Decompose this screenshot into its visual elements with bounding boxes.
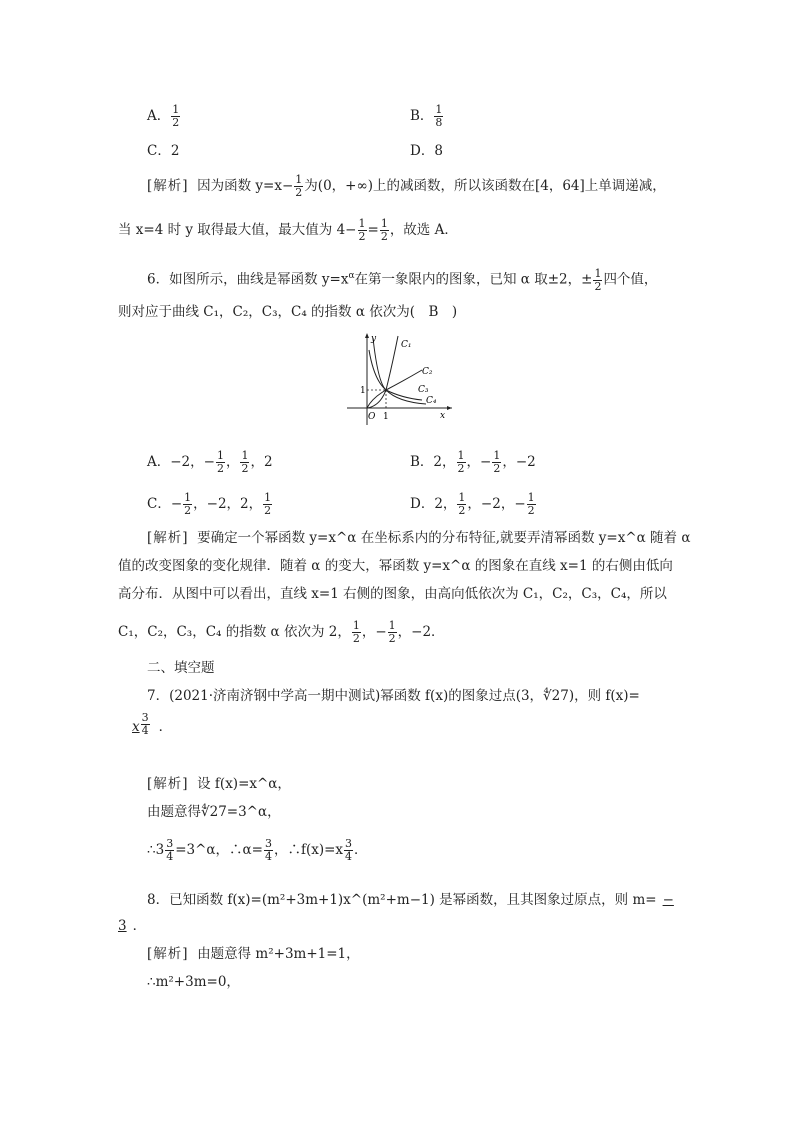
q5-option-a: A． $\frac{1}{2}$ bbox=[147, 103, 180, 129]
fraction: $\frac{1}{2}$ bbox=[358, 217, 366, 243]
x-one-label: 1 bbox=[383, 412, 389, 422]
solution-mark: [解析] bbox=[147, 178, 189, 194]
solution-mark: [解析] bbox=[147, 530, 189, 546]
fraction: $\frac{1}{2}$ bbox=[264, 491, 272, 517]
q8-answer-blank-part1: − bbox=[662, 892, 674, 908]
q7-solution-line1: [解析] 设 f(x)=x^α， bbox=[147, 776, 291, 792]
c2-label: C₂ bbox=[422, 367, 433, 377]
q6-solution-line2: 值的改变图象的变化规律．随着 α 的变大，幂函数 y=x^α 的图象在直线 x=1 的右侧由低向 bbox=[118, 558, 673, 574]
solution-mark: [解析] bbox=[147, 776, 189, 792]
fraction: $\frac{1}{2}$ bbox=[184, 491, 192, 517]
q6-option-b: B．2， $\frac{1}{2}$ ，− $\frac{1}{2}$ ，−2 bbox=[410, 449, 536, 475]
q6-option-d: D．2， $\frac{1}{2}$ ，−2，− $\frac{1}{2}$ bbox=[410, 491, 535, 517]
exponent-fraction: $\frac{3}{4}$ bbox=[345, 837, 353, 863]
section-title-fill-in: 二、填空题 bbox=[147, 660, 215, 676]
fraction: $\frac{3}{4}$ bbox=[264, 837, 272, 863]
fraction: $\frac{1}{2}$ bbox=[388, 619, 396, 645]
solution-mark: [解析] bbox=[147, 946, 189, 962]
q6-option-a: A．−2，− $\frac{1}{2}$ ， $\frac{1}{2}$ ，2 bbox=[147, 449, 273, 475]
q6-solution-line1: [解析] 要确定一个幂函数 y=x^α 在坐标系内的分布特征,就要弄清幂函数 y=x^α 随着 α bbox=[147, 530, 691, 546]
fraction: $\frac{1}{2}$ bbox=[493, 449, 501, 475]
fraction: $\frac{1}{2}$ bbox=[241, 449, 249, 475]
fraction: $\frac{1}{8}$ bbox=[435, 103, 443, 129]
power-function-graph bbox=[340, 328, 460, 428]
q7-stem: 7．(2021·济南济钢中学高一期中测试)幂函数 f(x)的图象过点(3，∜27)，则 f(x)= bbox=[147, 688, 640, 704]
q6-solution-line3: 高分布．从图中可以看出，直线 x=1 右侧的图象，由高向低依次为 C₁，C₂，C₃，C₄，所以 bbox=[118, 586, 667, 602]
origin-label: O bbox=[368, 412, 376, 422]
fraction: $\frac{1}{2}$ bbox=[352, 619, 360, 645]
fraction: $\frac{1}{2}$ bbox=[594, 266, 602, 293]
q8-solution-line1: [解析] 由题意得 m²+3m+1=1， bbox=[147, 946, 360, 962]
q6-stem-line2: 则对应于曲线 C₁，C₂，C₃，C₄ 的指数 α 依次为( B ) bbox=[118, 304, 458, 320]
fraction: $\frac{1}{2}$ bbox=[295, 173, 303, 199]
q7-solution-line3: ∴3 $\frac{3}{4}$ =3^α，∴α= $\frac{3}{4}$ ，∴f(x)=x $\frac{3}{4}$ ． bbox=[147, 837, 368, 863]
q6-stem-line1: 6．如图所示，曲线是幂函数 $y=x^\alpha$在第一象限内的图象，已知 α 取±2，± $\frac{1}{2}$ 四个值， bbox=[147, 266, 658, 293]
c4-label: C₄ bbox=[426, 396, 437, 406]
x-axis-label: x bbox=[440, 411, 446, 421]
c1-label: C₁ bbox=[401, 340, 412, 350]
q5-option-b: B． $\frac{1}{8}$ bbox=[410, 103, 443, 129]
q5-solution-line1: [解析] 因为函数 y=x− $\frac{1}{2}$ 为(0，+∞)上的减函数，所以该函数在[4，64]上单调递减， bbox=[147, 173, 666, 199]
q8-solution-line2: ∴m²+3m=0， bbox=[147, 974, 240, 990]
q8-answer-blank-part2: 3 bbox=[118, 918, 127, 934]
q5-solution-line2: 当 x=4 时 y 取得最大值，最大值为 4− $\frac{1}{2}$ = $\frac{1}{2}$ ，故选 A． bbox=[118, 217, 458, 243]
fraction: $\frac{1}{2}$ bbox=[172, 103, 180, 129]
q7-solution-line2: 由题意得∜27=3^α， bbox=[147, 804, 281, 820]
y-axis-label: y bbox=[371, 334, 377, 344]
q6-option-c: C．− $\frac{1}{2}$ ，−2，2， $\frac{1}{2}$ bbox=[147, 491, 272, 517]
fraction: $\frac{1}{2}$ bbox=[458, 491, 466, 517]
curve-c1 bbox=[367, 336, 398, 408]
fraction: $\frac{1}{2}$ bbox=[527, 491, 535, 517]
q8-stem: 8．已知函数 f(x)=(m²+3m+1)x^(m²+m−1) 是幂函数，且其图象过原点，则 m= − bbox=[147, 890, 680, 910]
q7-answer: x $\frac{3}{4}$ ． bbox=[118, 712, 172, 737]
x-axis-arrow-icon bbox=[447, 406, 452, 410]
fraction: $\frac{1}{2}$ bbox=[216, 449, 224, 475]
c3-label: C₃ bbox=[418, 385, 429, 395]
q6-solution-line4: C₁，C₂，C₃，C₄ 的指数 α 依次为 2， $\frac{1}{2}$ ，− $\frac{1}{2}$ ，−2． bbox=[118, 619, 445, 645]
y-one-label: 1 bbox=[360, 386, 366, 396]
q5-option-c: C．2 bbox=[147, 143, 180, 159]
q5-option-d: D．8 bbox=[410, 143, 443, 159]
fraction: $\frac{1}{2}$ bbox=[380, 217, 388, 243]
y-axis-arrow-icon bbox=[365, 333, 369, 338]
q8-answer-continued: 3 ． bbox=[118, 918, 147, 934]
exponent-fraction: $\frac{3}{4}$ bbox=[166, 837, 174, 863]
fraction: $\frac{1}{2}$ bbox=[457, 449, 465, 475]
q7-answer-blank: x $\frac{3}{4}$ bbox=[132, 711, 149, 737]
exponent-fraction: $\frac{3}{4}$ bbox=[141, 711, 149, 737]
